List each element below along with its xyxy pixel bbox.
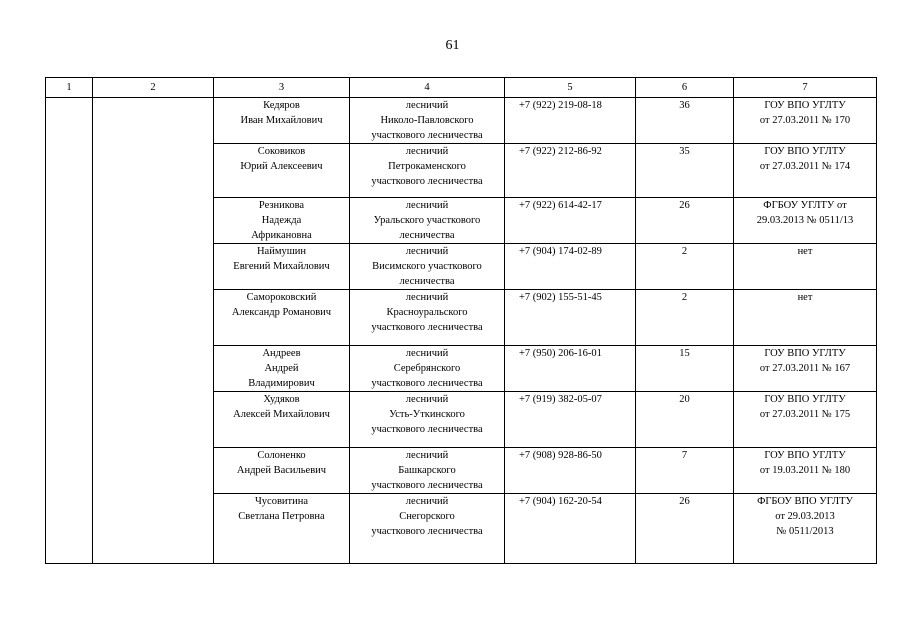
table-row	[46, 98, 877, 144]
phone-cell: +7 (950) 206-16-01	[505, 346, 636, 392]
phone-cell: +7 (904) 162-20-54	[505, 494, 636, 564]
table-row	[46, 494, 877, 564]
empty-cell	[93, 346, 214, 392]
header-row	[46, 78, 877, 98]
experience-cell: 36	[636, 98, 734, 144]
education-cell: ГОУ ВПО УГЛТУ от 27.03.2011 № 170	[734, 98, 877, 144]
position-cell: лесничий Николо-Павловского участкового лесничества	[350, 98, 505, 144]
employee-name-cell: Соковиков Юрий Алексеевич	[214, 144, 350, 198]
experience-cell: 2	[636, 290, 734, 346]
position-cell: лесничий Уральского участкового лесничества	[350, 198, 505, 244]
position-cell: лесничий Снегорского участкового лесничества	[350, 494, 505, 564]
table-row	[46, 290, 877, 346]
phone-cell: +7 (922) 219-08-18	[505, 98, 636, 144]
experience-cell: 35	[636, 144, 734, 198]
table-row	[46, 198, 877, 244]
experience-cell: 2	[636, 244, 734, 290]
phone-cell: +7 (904) 174-02-89	[505, 244, 636, 290]
position-cell: лесничий Башкарского участкового лесничества	[350, 448, 505, 494]
empty-cell	[46, 98, 93, 144]
employee-name-cell: Резникова Надежда Африкановна	[214, 198, 350, 244]
education-cell: ФГБОУ УГЛТУ от 29.03.2013 № 0511/13	[734, 198, 877, 244]
experience-cell: 15	[636, 346, 734, 392]
empty-cell	[46, 144, 93, 198]
empty-cell	[93, 144, 214, 198]
table-row	[46, 144, 877, 198]
empty-cell	[46, 198, 93, 244]
education-cell: ФГБОУ ВПО УГЛТУ от 29.03.2013 № 0511/2013	[734, 494, 877, 564]
phone-cell: +7 (919) 382-05-07	[505, 392, 636, 448]
experience-cell: 26	[636, 198, 734, 244]
employee-name-cell: Солоненко Андрей Васильевич	[214, 448, 350, 494]
column-header: 6	[636, 78, 734, 98]
column-header: 2	[93, 78, 214, 98]
table-row	[46, 346, 877, 392]
phone-cell: +7 (922) 614-42-17	[505, 198, 636, 244]
experience-cell: 26	[636, 494, 734, 564]
position-cell: лесничий Петрокаменского участкового лесничества	[350, 144, 505, 198]
employee-name-cell: Андреев Андрей Владимирович	[214, 346, 350, 392]
experience-cell: 20	[636, 392, 734, 448]
table-row	[46, 448, 877, 494]
empty-cell	[93, 244, 214, 290]
empty-cell	[46, 346, 93, 392]
empty-cell	[93, 290, 214, 346]
empty-cell	[93, 392, 214, 448]
phone-cell: +7 (922) 212-86-92	[505, 144, 636, 198]
employee-name-cell: Самороковский Александр Романович	[214, 290, 350, 346]
empty-cell	[46, 494, 93, 564]
education-cell: нет	[734, 290, 877, 346]
column-header: 1	[46, 78, 93, 98]
table-row	[46, 392, 877, 448]
position-cell: лесничий Висимского участкового лесничества	[350, 244, 505, 290]
employee-name-cell: Худяков Алексей Михайлович	[214, 392, 350, 448]
experience-cell: 7	[636, 448, 734, 494]
empty-cell	[46, 290, 93, 346]
education-cell: ГОУ ВПО УГЛТУ от 27.03.2011 № 174	[734, 144, 877, 198]
position-cell: лесничий Серебрянского участкового лесничества	[350, 346, 505, 392]
empty-cell	[93, 98, 214, 144]
empty-cell	[46, 448, 93, 494]
phone-cell: +7 (908) 928-86-50	[505, 448, 636, 494]
forestry-staff-table	[45, 77, 877, 564]
education-cell: ГОУ ВПО УГЛТУ от 27.03.2011 № 167	[734, 346, 877, 392]
education-cell: нет	[734, 244, 877, 290]
column-header: 4	[350, 78, 505, 98]
table-row	[46, 244, 877, 290]
page-number: 61	[445, 38, 460, 53]
column-header: 7	[734, 78, 877, 98]
employee-name-cell: Чусовитина Светлана Петровна	[214, 494, 350, 564]
empty-cell	[93, 494, 214, 564]
phone-cell: +7 (902) 155-51-45	[505, 290, 636, 346]
employee-name-cell: Кедяров Иван Михайлович	[214, 98, 350, 144]
education-cell: ГОУ ВПО УГЛТУ от 19.03.2011 № 180	[734, 448, 877, 494]
position-cell: лесничий Красноуральского участкового лесничества	[350, 290, 505, 346]
empty-cell	[46, 244, 93, 290]
empty-cell	[93, 198, 214, 244]
column-header: 5	[505, 78, 636, 98]
empty-cell	[93, 448, 214, 494]
empty-cell	[46, 392, 93, 448]
education-cell: ГОУ ВПО УГЛТУ от 27.03.2011 № 175	[734, 392, 877, 448]
column-header: 3	[214, 78, 350, 98]
position-cell: лесничий Усть-Уткинского участкового лесничества	[350, 392, 505, 448]
employee-name-cell: Наймушин Евгений Михайлович	[214, 244, 350, 290]
